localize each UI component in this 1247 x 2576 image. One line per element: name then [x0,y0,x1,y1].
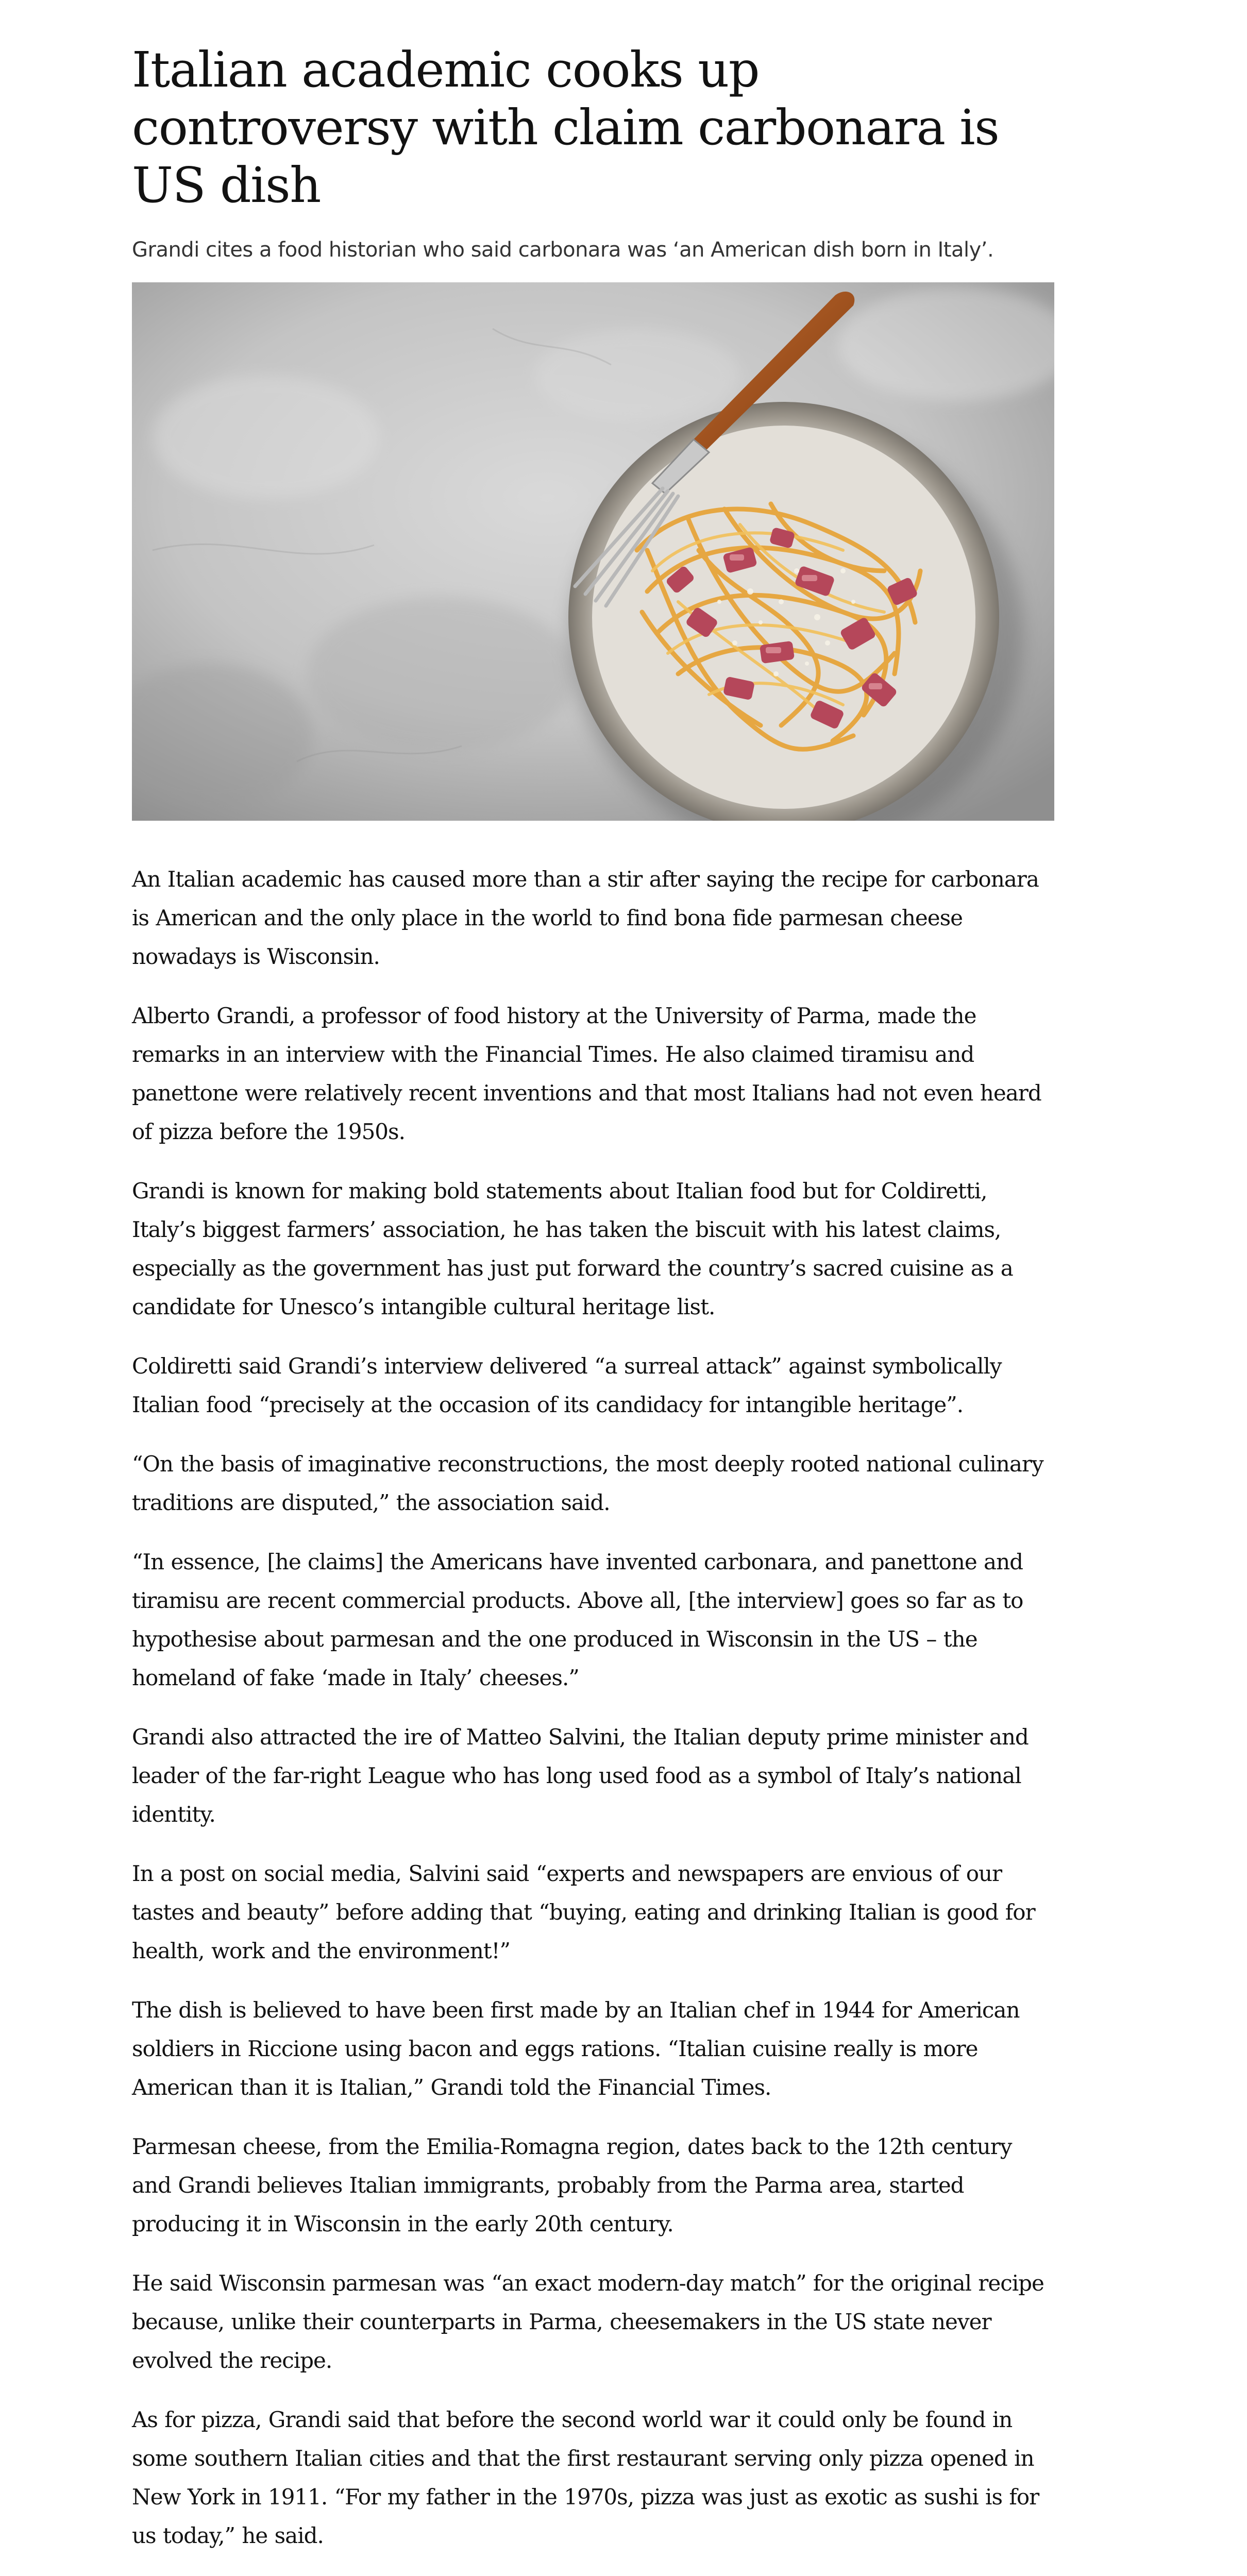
paragraph: As for pizza, Grandi said that before the second world war it could only be found in some southern Italian cities and that the first restaurant serving only pizza opened in New York in 1911. “For my father in the 1970s, pizza was just as exotic as sushi is for us today,” he said. [132,2407,1039,2548]
paragraph-text: list. [670,1294,715,1319]
paragraph: An Italian academic has caused more than a stir after saying the recipe for carbonara is American and the only place in the world to find bona fide parmesan cheese nowadays is Wisconsin. [132,867,1039,969]
headline: Italian academic cooks up controversy with claim carbonara is US dish [132,42,999,214]
paragraph: Grandi also attracted the ire of Matteo Salvini, the Italian deputy prime minister and leader of the far-right League who has long used food as a symbol of Italy’s national identity. [132,1724,1029,1827]
paragraph: “On the basis of imaginative reconstructions, the most deeply rooted national culinary traditions are disputed,” the association said. [132,1451,1043,1515]
paragraph-text: Alberto Grandi, a professor of food history at the University of Parma, made the remarks in an [132,1003,976,1067]
carbonara-plate-illustration [132,282,1054,821]
intangible-cultural-heritage-link[interactable]: intangible cultural heritage [381,1294,670,1319]
paragraph [132,996,1054,1151]
paragraph: Parmesan cheese, from the Emilia-Romagna region, dates back to the 12th century and Grandi believes Italian immigrants, probably from the Parma area, started producing it in Wisconsin in the early 20th century. [132,2134,1012,2236]
paragraph: In a post on social media, Salvini said “experts and newspapers are envious of our tastes and beauty” before adding that “buying, eating and drinking Italian is good for health, work and the environment!” [132,1861,1035,1963]
paragraph: “In essence, [he claims] the Americans have invented carbonara, and panettone and tiramisu are recent commercial products. Above all, [the interview] goes so far as to hypothesise about parmesan and the one produced in Wisconsin in the US – the homeland of fake ‘made in Italy’ cheeses.” [132,1549,1023,1690]
article-body [132,860,1054,2576]
standfirst: Grandi cites a food historian who said carbonara was ‘an American dish born in Italy’. [132,238,994,262]
paragraph: He said Wisconsin parmesan was “an exact modern-day match” for the original recipe because, unlike their counterparts in Parma, cheesemakers in the US state never evolved the recipe. [132,2270,1044,2373]
paragraph-text: . He also claimed tiramisu and panettone were relatively recent inventions and that most Italians had not even heard of pizza before the 1950s. [132,1042,1041,1144]
financial-times-interview-link[interactable]: interview with the Financial Times [285,1042,652,1067]
paragraph [132,1172,1054,1326]
hero-image [132,282,1054,821]
article [132,41,1054,2576]
paragraph-text: Grandi is known for making bold statements about Italian food but for Coldiretti, Italy’s biggest farmers’ association, he has taken the biscuit with his latest claims, especially as the government has just put forward the country’s sacred cuisine as a candidate for Unesco’s [132,1178,1013,1319]
paragraph: Coldiretti said Grandi’s interview delivered “a surreal attack” against symbolically Italian food “precisely at the occasion of its candidacy for intangible heritage”. [132,1353,1002,1417]
paragraph: The dish is believed to have been first made by an Italian chef in 1944 for American soldiers in Riccione using bacon and eggs rations. “Italian cuisine really is more American than it is Italian,” Grandi told the Financial Times. [132,1997,1020,2100]
